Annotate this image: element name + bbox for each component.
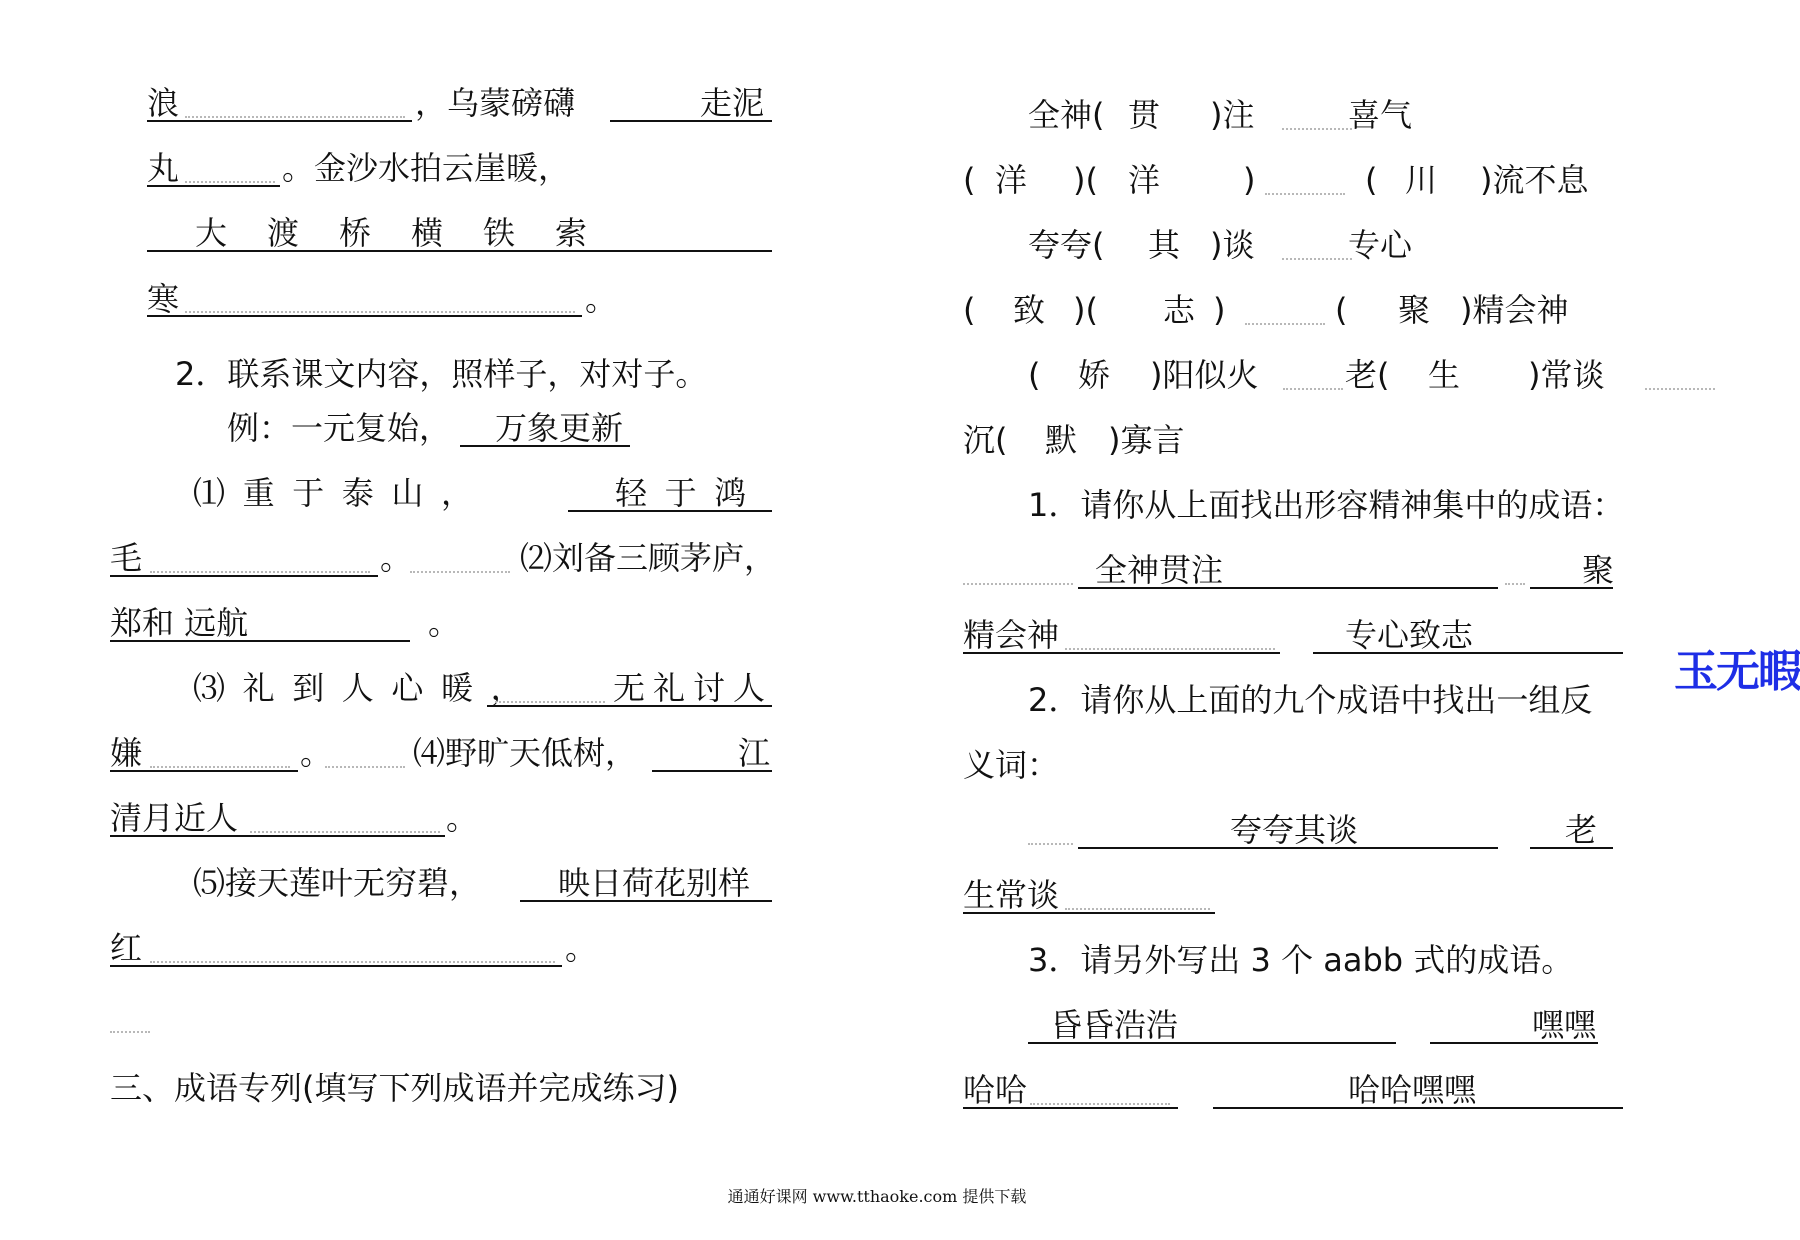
q3-answer-3: 哈哈嘿嘿 (1348, 1071, 1477, 1109)
item-4-answer-end: 清月近人 (110, 799, 239, 837)
blank-dots (1283, 388, 1343, 390)
idiom-jinghuishen: )精会神 (1460, 291, 1569, 329)
blank-underline (110, 640, 410, 642)
blank-dots (1030, 1103, 1170, 1105)
idiom-kuakua-open: 夸夸( (1028, 226, 1105, 264)
paren-open: ( (963, 291, 976, 329)
blank-dots (1282, 128, 1352, 130)
question-1: 1．请你从上面找出形容精神集中的成语： (1028, 486, 1625, 524)
period: 。 (585, 280, 618, 318)
blank-underline (147, 120, 412, 122)
question-2-cont: 义词： (963, 746, 1060, 784)
idiom-quanshen-open: 全神( (1028, 96, 1105, 134)
answer-zouni: 走泥 (700, 84, 765, 122)
idiom-blank-answer: 聚 (1398, 291, 1431, 329)
item-3-answer-end: 嫌 (110, 734, 143, 772)
idiom-quanshen-close: )注 (1210, 96, 1255, 134)
watermark-logo: 玉无暇 (1674, 646, 1800, 697)
period: 。 (300, 734, 333, 772)
item-2-prompt: ⑵刘备三顾茅庐， (520, 539, 777, 577)
blank-dots (410, 571, 510, 573)
item-3-prompt: ⑶礼到人心暖， (193, 669, 541, 707)
blank-dots (110, 1031, 150, 1033)
idiom-liubuxi: )流不息 (1480, 161, 1589, 199)
section-3-heading: 三、成语专列(填写下列成语并完成练习) (110, 1069, 679, 1107)
period: 。 (380, 539, 413, 577)
idiom-blank-answer: 其 (1148, 226, 1181, 264)
idiom-changtan: )常谈 (1528, 356, 1605, 394)
idiom-blank-answer: 生 (1428, 356, 1461, 394)
paren-open: ( (963, 161, 976, 199)
q1-answer-2-start: 聚 (1582, 551, 1615, 589)
paren-close: ) (1243, 161, 1256, 199)
idiom-chen-open: 沉( (963, 421, 1008, 459)
idiom-blank-answer: 致 (1013, 291, 1046, 329)
poem-text: 。金沙水拍云崖暖， (282, 149, 571, 187)
item-1-answer: 轻于鸿 (615, 474, 764, 512)
item-1-answer-end: 毛 (110, 539, 143, 577)
blank-underline (147, 315, 582, 317)
blank-underline (110, 965, 562, 967)
blank-dots (1282, 258, 1352, 260)
item-1-prompt: ⑴重于泰山， (193, 474, 491, 512)
idiom-blank-answer: 洋 (1128, 161, 1161, 199)
q3-answer-1: 昏昏浩浩 (1050, 1006, 1179, 1044)
idiom-guayan: )寡言 (1108, 421, 1185, 459)
idiom-xiqi: 喜气 (1348, 96, 1413, 134)
idiom-blank-answer: 川 (1405, 161, 1438, 199)
idiom-kuakua-close: )谈 (1210, 226, 1255, 264)
question-2: 2．请你从上面的九个成语中找出一组反 (1028, 681, 1593, 719)
idiom-yangsihuo: )阳似火 (1150, 356, 1259, 394)
item-5-answer: 映日荷花别样 (558, 864, 751, 902)
paren-open: ( (1028, 356, 1041, 394)
blank-dots (963, 583, 1073, 585)
question-3: 3．请另外写出 3 个 aabb 式的成语。 (1028, 941, 1574, 979)
paren-open: ( (1335, 291, 1348, 329)
blank-underline (147, 185, 280, 187)
blank-dots (495, 701, 605, 703)
item-4-prompt: ⑷野旷天低树， (413, 734, 638, 772)
example-answer: 万象更新 (495, 409, 624, 447)
q1-answer-1: 全神贯注 (1095, 551, 1224, 589)
blank-dots (250, 831, 440, 833)
example-label: 例：一元复始， (227, 409, 452, 447)
paren-pair: )( (1073, 291, 1098, 329)
blank-dots (150, 766, 290, 768)
blank-dots (185, 116, 405, 118)
q1-answer-2-end: 精会神 (963, 616, 1060, 654)
blank-dots (1065, 908, 1210, 910)
blank-dots (1245, 323, 1325, 325)
idiom-lao-open: 老( (1345, 356, 1390, 394)
idiom-blank-answer: 娇 (1078, 356, 1111, 394)
q3-answer-2-end: 哈哈 (963, 1071, 1028, 1109)
blank-dots (1028, 843, 1073, 845)
q2-answer-2-start: 老 (1565, 811, 1598, 849)
paren-pair: )( (1073, 161, 1098, 199)
item-5-answer-end: 红 (110, 929, 143, 967)
period: 。 (565, 929, 598, 967)
idiom-blank-answer: 贯 (1128, 96, 1161, 134)
paren-close: ) (1213, 291, 1226, 329)
blank-dots (1265, 193, 1345, 195)
answer-han: 寒 (147, 280, 180, 318)
q1-answer-3: 专心致志 (1345, 616, 1474, 654)
answer-lang: 浪 (147, 84, 180, 122)
blank-dots (1505, 583, 1525, 585)
q3-answer-2-start: 嘿嘿 (1532, 1006, 1597, 1044)
idiom-blank-answer: 默 (1045, 421, 1078, 459)
idiom-zhuanxin: 专心 (1348, 226, 1413, 264)
blank-dots (150, 961, 555, 963)
paren-open: ( (1365, 161, 1378, 199)
blank-underline (110, 770, 298, 772)
blank-dots (150, 571, 370, 573)
q2-answer-2-end: 生常谈 (963, 876, 1060, 914)
blank-dots (325, 766, 405, 768)
period: 。 (428, 604, 461, 642)
question-2-couplets: 2．联系课文内容，照样子，对对子。 (175, 355, 708, 393)
blank-dots (185, 311, 575, 313)
q2-answer-1: 夸夸其谈 (1230, 811, 1359, 849)
idiom-blank-answer: 志 (1163, 291, 1196, 329)
blank-underline (963, 1107, 1178, 1109)
answer-daduqiao: 大渡桥横铁索 (195, 214, 628, 252)
blank-underline (110, 575, 378, 577)
item-3-answer: 无礼讨人 (613, 669, 774, 707)
idiom-blank-answer: 洋 (995, 161, 1028, 199)
blank-underline (963, 912, 1215, 914)
period: 。 (446, 799, 479, 837)
item-4-answer: 江 (738, 734, 771, 772)
blank-underline (110, 835, 445, 837)
blank-dots (1645, 388, 1715, 390)
blank-underline (147, 250, 772, 252)
footer-credit: 通通好课网 www.tthaoke.com 提供下载 (727, 1187, 1027, 1206)
item-5-prompt: ⑸接天莲叶无穷碧， (193, 864, 482, 902)
item-2-answer: 郑和 远航 (110, 604, 249, 642)
blank-dots (185, 181, 275, 183)
blank-underline (963, 652, 1280, 654)
blank-dots (1065, 648, 1275, 650)
poem-text: ，乌蒙磅礴 (415, 84, 576, 122)
answer-wan: 丸 (147, 149, 180, 187)
